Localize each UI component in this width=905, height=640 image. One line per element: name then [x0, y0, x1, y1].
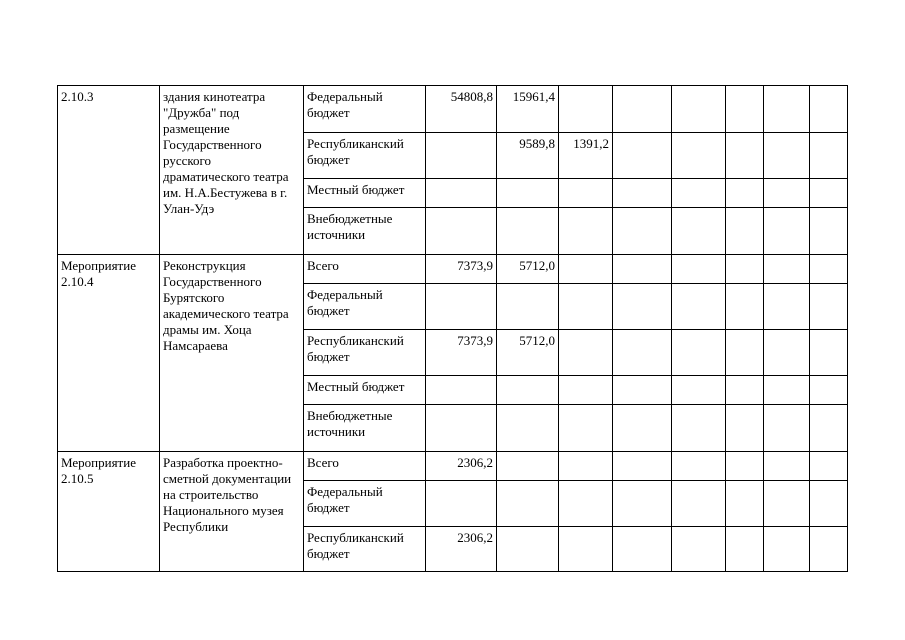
empty-cell — [764, 452, 810, 481]
funding-source: Внебюджетные источники — [304, 405, 426, 452]
amount-cell: 7373,9 — [426, 255, 497, 284]
funding-source: Республиканский бюджет — [304, 527, 426, 572]
amount-cell — [426, 133, 497, 179]
amount-cell — [426, 405, 497, 452]
measure-code: 2.10.3 — [58, 86, 160, 255]
amount-cell — [497, 452, 559, 481]
funding-source: Всего — [304, 452, 426, 481]
empty-cell — [672, 330, 726, 376]
amount-cell: 7373,9 — [426, 330, 497, 376]
amount-cell — [497, 284, 559, 330]
empty-cell — [613, 255, 672, 284]
funding-source: Местный бюджет — [304, 179, 426, 208]
empty-cell — [810, 527, 848, 572]
empty-cell — [764, 481, 810, 527]
amount-cell: 1391,2 — [559, 133, 613, 179]
empty-cell — [726, 405, 764, 452]
empty-cell — [672, 284, 726, 330]
empty-cell — [810, 255, 848, 284]
empty-cell — [764, 255, 810, 284]
empty-cell — [613, 133, 672, 179]
empty-cell — [810, 179, 848, 208]
empty-cell — [672, 179, 726, 208]
empty-cell — [672, 405, 726, 452]
empty-cell — [672, 208, 726, 255]
empty-cell — [726, 330, 764, 376]
funding-source: Республиканский бюджет — [304, 330, 426, 376]
empty-cell — [764, 405, 810, 452]
measure-name: здания кинотеатра "Дружба" под размещение Государственного русского драматического театра им. Н.А.Бестужева в г. Улан-Удэ — [160, 86, 304, 255]
budget-table — [57, 85, 848, 572]
amount-cell: 15961,4 — [497, 86, 559, 133]
empty-cell — [726, 86, 764, 133]
empty-cell — [810, 376, 848, 405]
empty-cell — [764, 179, 810, 208]
amount-cell: 5712,0 — [497, 255, 559, 284]
empty-cell — [613, 208, 672, 255]
amount-cell — [497, 405, 559, 452]
empty-cell — [810, 133, 848, 179]
empty-cell — [764, 133, 810, 179]
amount-cell — [559, 284, 613, 330]
empty-cell — [613, 330, 672, 376]
measure-name: Разработка проектно-сметной документации на строительство Национального музея Республики — [160, 452, 304, 572]
empty-cell — [672, 133, 726, 179]
amount-cell — [497, 208, 559, 255]
empty-cell — [672, 527, 726, 572]
empty-cell — [613, 481, 672, 527]
empty-cell — [672, 255, 726, 284]
funding-source: Республиканский бюджет — [304, 133, 426, 179]
empty-cell — [726, 376, 764, 405]
empty-cell — [613, 376, 672, 405]
empty-cell — [764, 208, 810, 255]
empty-cell — [764, 284, 810, 330]
empty-cell — [810, 284, 848, 330]
amount-cell — [559, 255, 613, 284]
amount-cell — [559, 208, 613, 255]
amount-cell — [497, 179, 559, 208]
amount-cell — [559, 179, 613, 208]
amount-cell — [559, 376, 613, 405]
table-row — [58, 86, 848, 133]
amount-cell — [497, 376, 559, 405]
amount-cell — [559, 527, 613, 572]
empty-cell — [613, 284, 672, 330]
funding-source: Внебюджетные источники — [304, 208, 426, 255]
funding-source: Местный бюджет — [304, 376, 426, 405]
amount-cell — [426, 179, 497, 208]
empty-cell — [726, 133, 764, 179]
amount-cell: 2306,2 — [426, 527, 497, 572]
amount-cell — [426, 208, 497, 255]
empty-cell — [764, 330, 810, 376]
amount-cell — [559, 330, 613, 376]
empty-cell — [672, 376, 726, 405]
table-row — [58, 452, 848, 481]
empty-cell — [613, 527, 672, 572]
empty-cell — [726, 255, 764, 284]
funding-source: Всего — [304, 255, 426, 284]
amount-cell — [426, 376, 497, 405]
empty-cell — [810, 86, 848, 133]
amount-cell — [559, 405, 613, 452]
amount-cell: 9589,8 — [497, 133, 559, 179]
empty-cell — [672, 86, 726, 133]
empty-cell — [810, 481, 848, 527]
empty-cell — [810, 405, 848, 452]
empty-cell — [672, 481, 726, 527]
amount-cell — [426, 481, 497, 527]
empty-cell — [613, 86, 672, 133]
empty-cell — [726, 527, 764, 572]
empty-cell — [726, 452, 764, 481]
empty-cell — [613, 452, 672, 481]
empty-cell — [810, 208, 848, 255]
empty-cell — [726, 208, 764, 255]
funding-source: Федеральный бюджет — [304, 284, 426, 330]
empty-cell — [764, 376, 810, 405]
measure-name: Реконструкция Государственного Бурятского академического театра драмы им. Хоца Намсараева — [160, 255, 304, 452]
table-row — [58, 255, 848, 284]
amount-cell — [559, 481, 613, 527]
empty-cell — [810, 452, 848, 481]
empty-cell — [764, 527, 810, 572]
empty-cell — [726, 481, 764, 527]
amount-cell — [559, 86, 613, 133]
empty-cell — [613, 179, 672, 208]
empty-cell — [810, 330, 848, 376]
amount-cell — [559, 452, 613, 481]
measure-code: Мероприятие 2.10.4 — [58, 255, 160, 452]
empty-cell — [613, 405, 672, 452]
empty-cell — [764, 86, 810, 133]
amount-cell: 5712,0 — [497, 330, 559, 376]
amount-cell — [497, 481, 559, 527]
empty-cell — [672, 452, 726, 481]
budget-table-body — [58, 86, 848, 572]
amount-cell — [426, 284, 497, 330]
amount-cell — [497, 527, 559, 572]
measure-code: Мероприятие 2.10.5 — [58, 452, 160, 572]
empty-cell — [726, 284, 764, 330]
amount-cell: 54808,8 — [426, 86, 497, 133]
amount-cell: 2306,2 — [426, 452, 497, 481]
funding-source: Федеральный бюджет — [304, 481, 426, 527]
empty-cell — [726, 179, 764, 208]
funding-source: Федеральный бюджет — [304, 86, 426, 133]
